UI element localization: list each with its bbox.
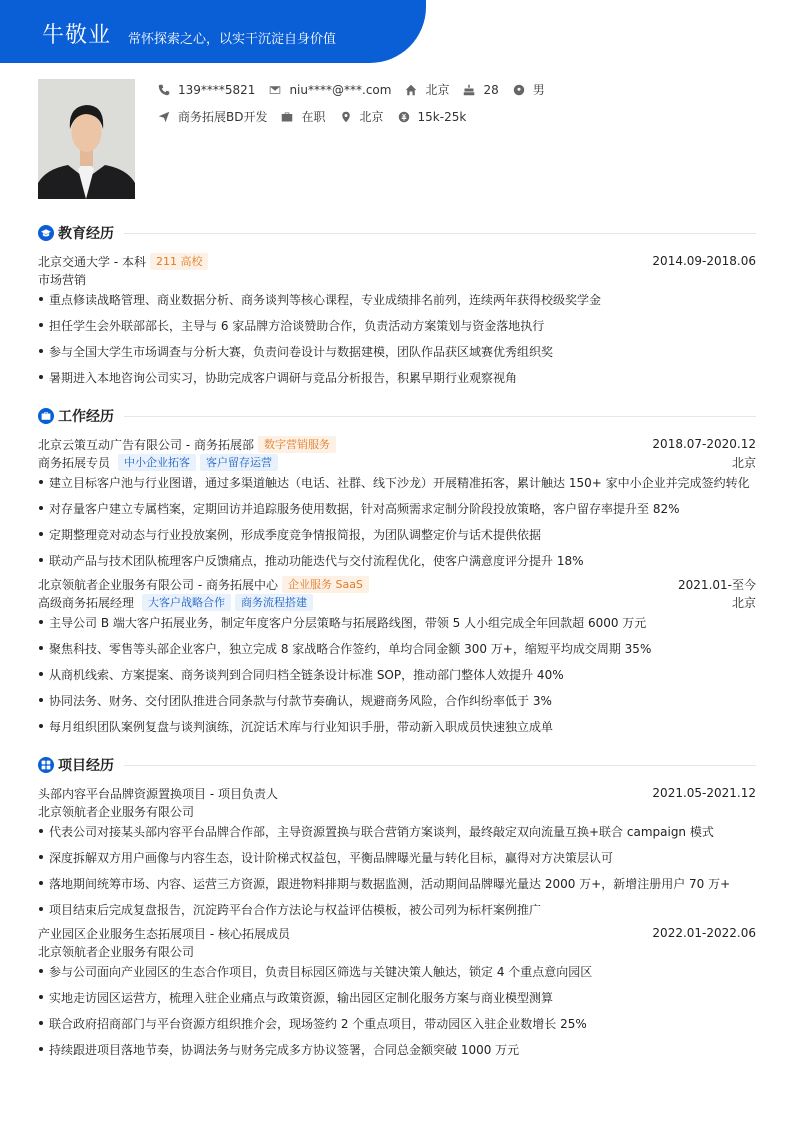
work-city: 北京: [731, 455, 756, 470]
list-item: 深度拆解双方用户画像与内容生态，设计阶梯式权益包，平衡品牌曝光量与转化目标，赢得对方决策层认可: [38, 849, 756, 865]
list-item: 联合政府招商部门与平台资源方组织推介会，现场签约 2 个重点项目，带动园区入驻企业数增长 25%: [38, 1015, 756, 1031]
gender-text: 男: [532, 83, 545, 97]
work-header: [38, 435, 756, 453]
section-education: [38, 224, 756, 242]
project-name-role: 产业园区企业服务生态拓展项目 - 核心拓展成员: [38, 926, 290, 941]
company-tag: 数字营销服务: [258, 436, 336, 453]
person-name: 牛敬业: [42, 23, 112, 48]
major: 市场营销: [38, 272, 87, 287]
work-date: 2021.01-至今: [678, 577, 756, 592]
phone-text: 139****5821: [178, 82, 256, 97]
list-item: 实地走访园区运营方，梳理入驻企业痛点与政策资源，输出园区定制化服务方案与商业模型测算: [38, 989, 756, 1005]
project-org-line: [38, 942, 756, 960]
school-degree: 北京交通大学 - 本科: [38, 254, 146, 269]
section-work: [38, 407, 756, 425]
money-icon: [398, 111, 410, 123]
project-header: [38, 924, 756, 942]
company: 北京领航者企业服务有限公司 - 商务拓展中心: [38, 577, 278, 592]
list-item: 每月组织团队案例复盘与谈判演练，沉淀话术库与行业知识手册，带动新入职成员快速独立成单: [38, 718, 756, 734]
list-item: 持续跟进项目落地节奏，协调法务与财务完成多方协议签署，合同总金额突破 1000 万元: [38, 1041, 756, 1057]
project-org: 北京领航者企业服务有限公司: [38, 944, 195, 959]
section-divider: [124, 416, 756, 417]
list-item: 对存量客户建立专属档案，定期回访并追踪服务使用数据，针对高频需求定制分阶段投放策略，客户留存率提升至 82%: [38, 500, 756, 516]
school-tag: 211 高校: [150, 253, 209, 270]
list-item: 从商机线索、方案提案、商务谈判到合同归档全链条设计标准 SOP，推动部门整体人效提升 40%: [38, 666, 756, 682]
motto: 常怀探索之心，以实干沉淀自身价值: [128, 32, 337, 47]
work-title-line: [38, 453, 756, 471]
section-title: 教育经历: [58, 226, 114, 242]
email-text: niu****@***.com: [289, 82, 392, 97]
gender-icon: [513, 84, 525, 96]
hometown-text: 北京: [425, 83, 450, 97]
work-date: 2018.07-2020.12: [652, 437, 756, 451]
target-city-item: [340, 108, 384, 125]
work-title-line: [38, 593, 756, 611]
contact-row: [158, 81, 559, 98]
section-title: 项目经历: [58, 758, 114, 774]
list-item: 定期整理竞对动态与行业投放案例，形成季度竞争情报简报，为团队调整定价与话术提供依据: [38, 526, 756, 542]
briefcase-icon: [38, 408, 54, 424]
status-text: 在职: [301, 110, 326, 124]
company-tag: 企业服务 SaaS: [282, 576, 369, 593]
list-item: 重点修读战略管理、商业数据分析、商务谈判等核心课程，专业成绩排名前列，连续两年获得校级奖学金: [38, 291, 756, 307]
project-date: 2021.05-2021.12: [652, 786, 756, 800]
list-item: 联动产品与技术团队梳理客户反馈痛点，推动功能迭代与交付流程优化，使客户满意度评分提升 18%: [38, 552, 756, 568]
list-item: 建立目标客户池与行业图谱，通过多渠道触达（电话、社群、线下沙龙）开展精准拓客，累计触达 150+ 家中小企业并完成签约转化: [38, 474, 756, 490]
phone-item: [158, 83, 255, 97]
salary-item: [398, 110, 467, 124]
salary-text: 15k-25k: [417, 109, 467, 124]
list-item: 担任学生会外联部部长，主导与 6 家品牌方洽谈赞助合作，负责活动方案策划与资金落地执行: [38, 317, 756, 333]
profile-photo: [38, 79, 135, 199]
target-city-text: 北京: [359, 110, 384, 124]
list-item: 参与公司面向产业园区的生态合作项目，负责目标园区筛选与关键决策人触达，锁定 4 个重点意向园区: [38, 963, 756, 979]
project-org-line: [38, 802, 756, 820]
status-item: [281, 108, 325, 125]
phone-icon: [158, 84, 170, 96]
education-major-line: [38, 270, 756, 288]
send-icon: [158, 111, 170, 123]
skill-tag: 商务流程搭建: [235, 594, 313, 611]
target-position-text: 商务拓展BD开发: [178, 110, 268, 124]
section-title: 工作经历: [58, 409, 114, 425]
skill-tag: 大客户战略合作: [142, 594, 231, 611]
list-item: 暑期进入本地咨询公司实习，协助完成客户调研与竞品分析报告，积累早期行业观察视角: [38, 369, 756, 385]
company: 北京云策互动广告有限公司 - 商务拓展部: [38, 437, 254, 452]
project-date: 2022.01-2022.06: [652, 926, 756, 940]
grid-icon: [38, 757, 54, 773]
list-item: 协同法务、财务、交付团队推进合同条款与付款节奏确认，规避商务风险，合作纠纷率低于 3%: [38, 692, 756, 708]
email-item: [269, 83, 391, 97]
work-city: 北京: [731, 595, 756, 610]
header-banner: [0, 0, 426, 63]
skill-tag: 中小企业拓客: [118, 454, 196, 471]
age-text: 28: [483, 82, 499, 97]
section-projects: [38, 756, 756, 774]
project-org: 北京领航者企业服务有限公司: [38, 804, 195, 819]
project-name-role: 头部内容平台品牌资源置换项目 - 项目负责人: [38, 786, 278, 801]
list-item: 聚焦科技、零售等头部企业客户，独立完成 8 家战略合作签约，单均合同金额 300 万+，缩短平均成交周期 35%: [38, 640, 756, 656]
job-intent-row: [158, 108, 480, 125]
education-date: 2014.09-2018.06: [652, 254, 756, 268]
gender-item: [513, 81, 545, 98]
list-item: 参与全国大学生市场调查与分析大赛，负责问卷设计与数据建模，团队作品获区域赛优秀组织奖: [38, 343, 756, 359]
list-item: 主导公司 B 端大客户拓展业务，制定年度客户分层策略与拓展路线图，带领 5 人小组完成全年回款超 6000 万元: [38, 614, 756, 630]
target-position-item: [158, 108, 267, 125]
briefcase-icon: [281, 111, 293, 123]
job-title: 高级商务拓展经理: [38, 595, 135, 610]
graduation-cap-icon: [38, 225, 54, 241]
home-icon: [405, 84, 417, 96]
project-header: [38, 784, 756, 802]
job-title: 商务拓展专员: [38, 455, 111, 470]
skill-tag: 客户留存运营: [200, 454, 278, 471]
list-item: 项目结束后完成复盘报告，沉淀跨平台合作方法论与权益评估模板，被公司列为标杆案例推广: [38, 901, 756, 917]
hometown-item: [405, 81, 449, 98]
location-icon: [340, 111, 352, 123]
cake-icon: [463, 84, 475, 96]
work-header: [38, 575, 756, 593]
section-divider: [124, 233, 756, 234]
list-item: 代表公司对接某头部内容平台品牌合作部，主导资源置换与联合营销方案谈判，最终敲定双向流量互换+联合 campaign 模式: [38, 823, 756, 839]
section-divider: [124, 765, 756, 766]
list-item: 落地期间统筹市场、内容、运营三方资源，跟进物料排期与数据监测，活动期间品牌曝光量达 2000 万+，新增注册用户 70 万+: [38, 875, 756, 891]
mail-icon: [269, 84, 281, 96]
education-header: [38, 252, 756, 270]
age-item: [463, 83, 498, 97]
